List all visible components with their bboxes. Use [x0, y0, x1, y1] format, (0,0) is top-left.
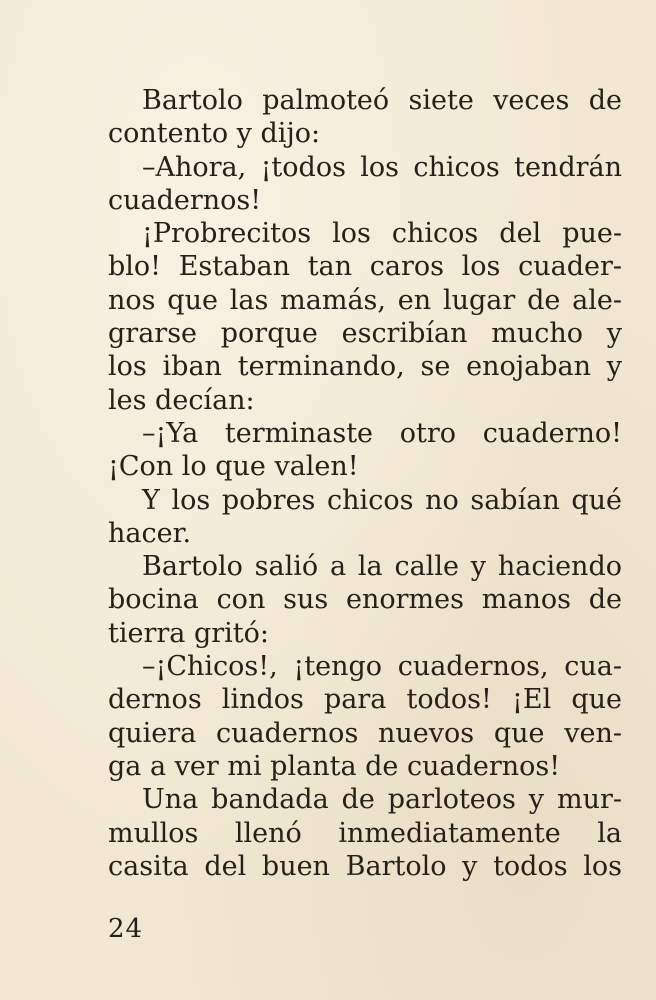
text-line: ga a ver mi planta de cuadernos!	[108, 750, 561, 782]
text-line: Bartolo salió a la calle y haciendo	[142, 551, 622, 583]
text-line: bocina con sus enormes manos de	[108, 584, 622, 616]
text-line: les decían:	[108, 384, 255, 416]
text-line: grarse porque escribían mucho y	[108, 318, 622, 350]
text-line: tierra gritó:	[108, 617, 269, 649]
text-line: –¡Ya terminaste otro cuaderno!	[142, 417, 622, 449]
text-line: casita del buen Bartolo y todos los	[108, 850, 622, 882]
text-line: los iban terminando, se enojaban y	[108, 351, 622, 383]
paper-speck	[318, 60, 332, 63]
text-line: quiera cuadernos nuevos que ven-	[108, 717, 622, 749]
text-line: Bartolo palmoteó siete veces de	[142, 85, 622, 116]
text-line: blo! Estaban tan caros los cuader-	[108, 251, 622, 283]
text-line: ¡Probrecitos los chicos del pue-	[142, 218, 622, 250]
text-line: nos que las mamás, en lugar de ale-	[108, 284, 622, 316]
text-line: cuadernos!	[108, 184, 262, 216]
page-number: 24	[108, 914, 144, 944]
text-line: mullos llenó inmediatamente la	[108, 817, 622, 849]
text-line: –¡Chicos!, ¡tengo cuadernos, cua-	[142, 651, 622, 683]
text-line: ¡Con lo que valen!	[108, 451, 359, 483]
body-text	[108, 84, 622, 883]
text-line: contento y dijo:	[108, 118, 321, 150]
text-line: –Ahora, ¡todos los chicos tendrán	[142, 151, 622, 183]
text-line: Una bandada de parloteos y mur-	[142, 784, 622, 816]
text-line: dernos lindos para todos! ¡El que	[108, 684, 622, 716]
text-line: Y los pobres chicos no sabían qué	[142, 484, 622, 516]
text-line: hacer.	[108, 517, 192, 549]
